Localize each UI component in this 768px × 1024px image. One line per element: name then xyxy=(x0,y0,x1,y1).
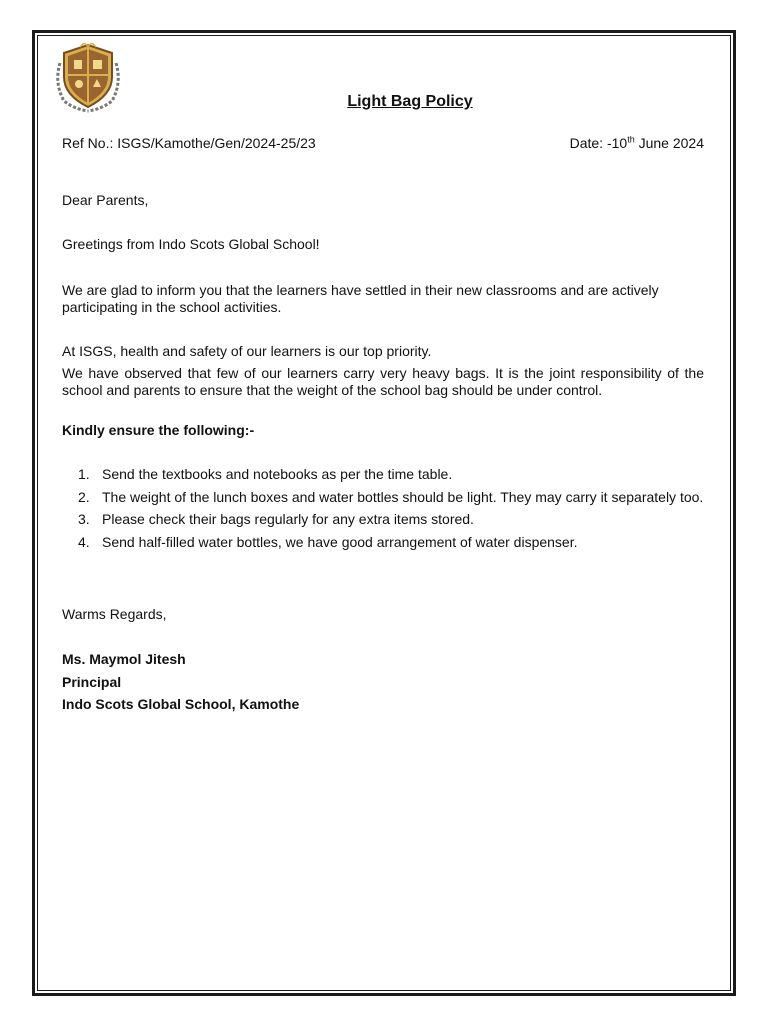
paragraph-settled: We are glad to inform you that the learners have settled in their new classrooms and are actively participating in the school activities. xyxy=(62,282,659,315)
letter-title: Light Bag Policy xyxy=(347,93,473,110)
greeting: Greetings from Indo Scots Global School! xyxy=(62,236,320,252)
list-item: 1. Send the textbooks and notebooks as per the time table. xyxy=(78,466,453,482)
instructions-list xyxy=(62,466,704,551)
paragraph-priority: At ISGS, health and safety of our learners is our top priority. xyxy=(62,343,432,359)
signatory-title: Principal xyxy=(62,674,122,690)
list-item: 2. The weight of the lunch boxes and water bottles should be light. They may carry it separately too. xyxy=(78,489,704,505)
instructions-heading: Kindly ensure the following:- xyxy=(62,422,255,438)
closing: Warms Regards, xyxy=(62,606,167,622)
signatory-school: Indo Scots Global School, Kamothe xyxy=(62,696,300,712)
paragraph-heavy-bags: We have observed that few of our learners carry very heavy bags. It is the joint responsibility of the school and parents to ensure that the weight of the school bag should be under control. xyxy=(62,365,704,398)
salutation: Dear Parents, xyxy=(62,192,149,208)
list-item: 3. Please check their bags regularly for any extra items stored. xyxy=(78,511,474,527)
letter-date: Date: -10th June 2024 xyxy=(569,134,704,151)
reference-number: Ref No.: ISGS/Kamothe/Gen/2024-25/23 xyxy=(62,135,316,151)
signatory-name: Ms. Maymol Jitesh xyxy=(62,651,186,667)
list-item: 4. Send half-filled water bottles, we have good arrangement of water dispenser. xyxy=(78,534,578,550)
